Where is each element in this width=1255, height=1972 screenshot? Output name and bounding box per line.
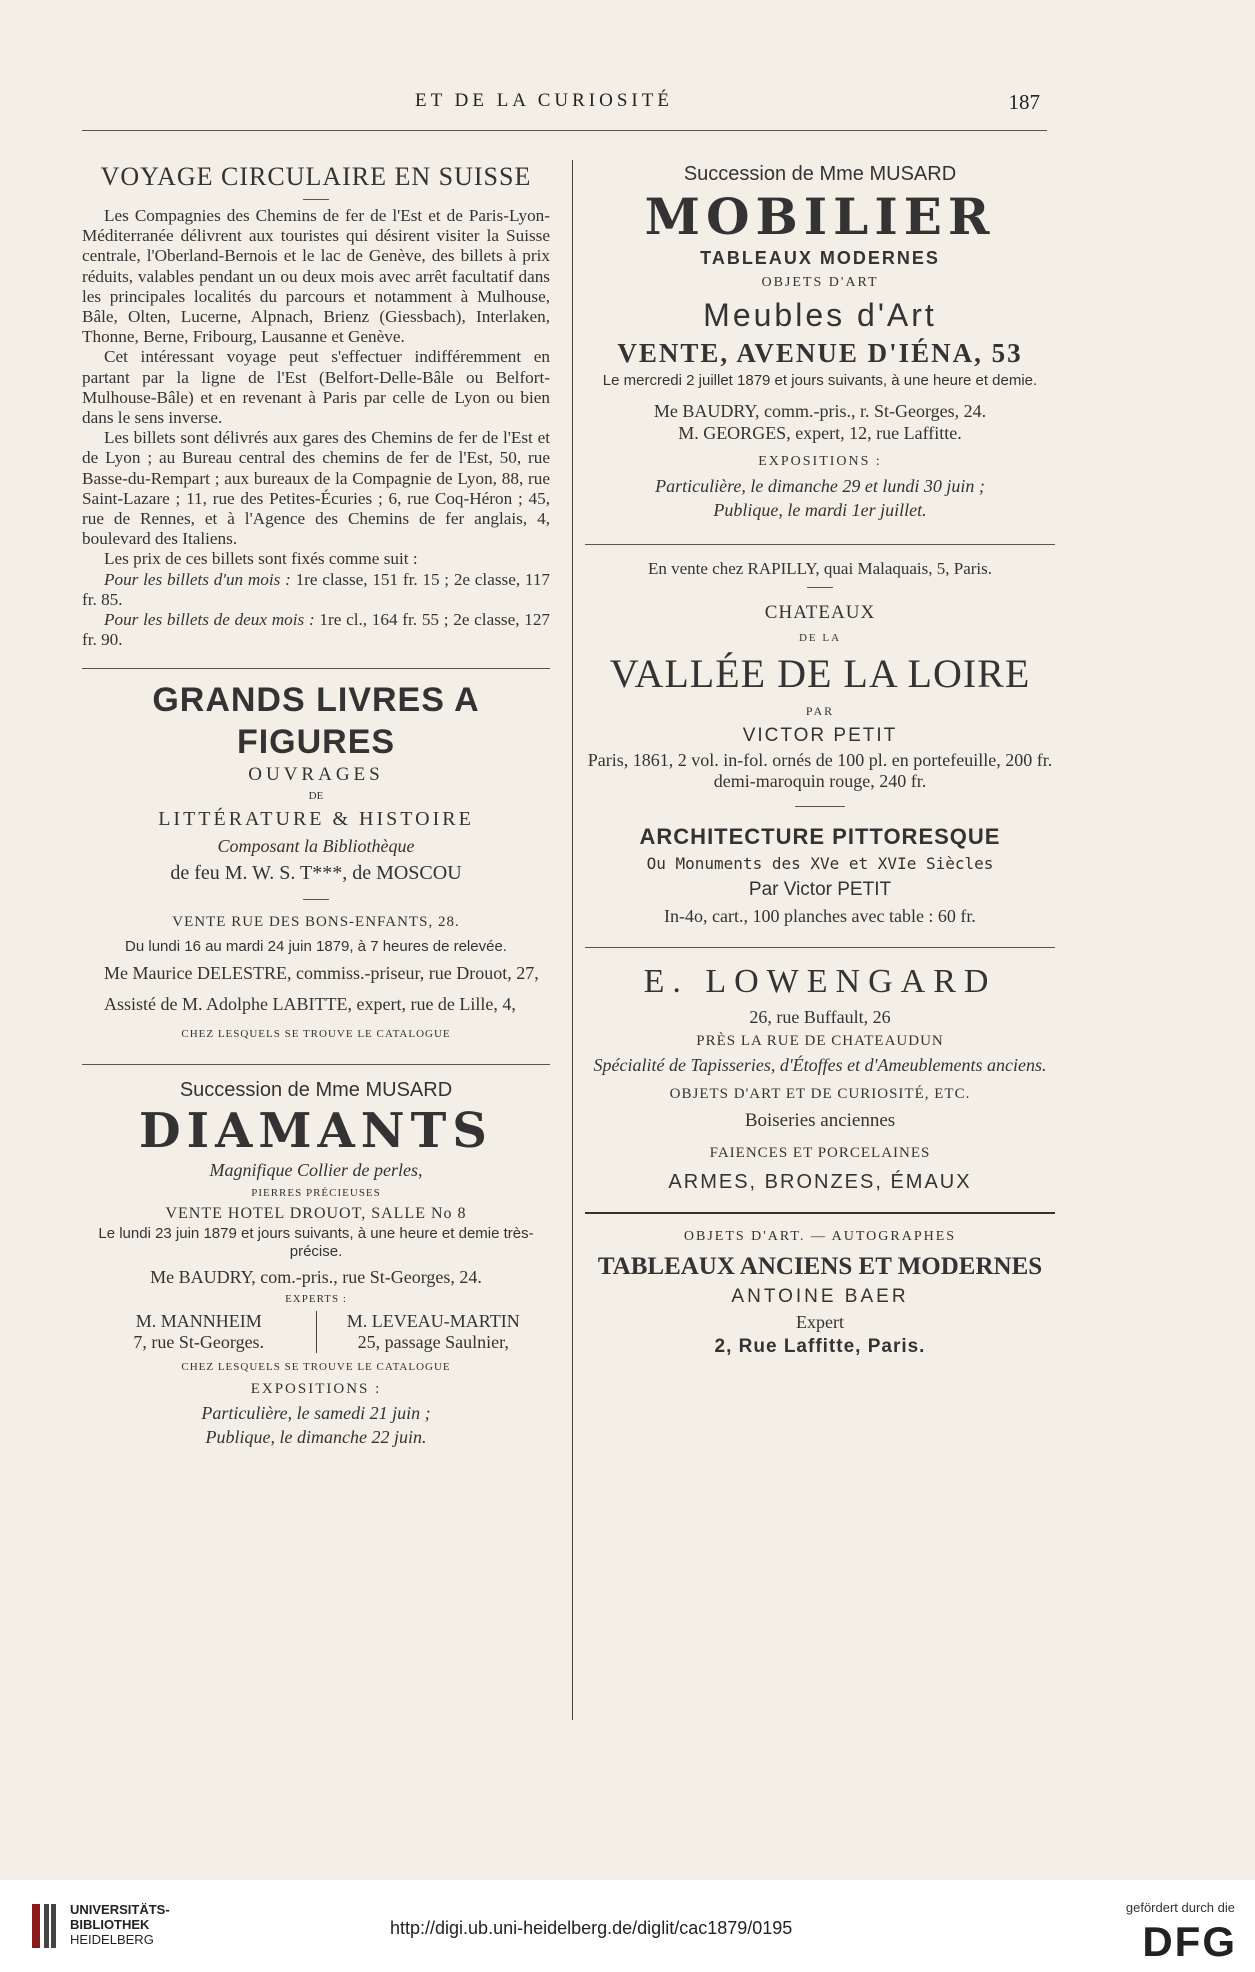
mobilier-publique: Publique, le mardi 1er juillet.	[713, 500, 927, 520]
expert-mannheim-address: 7, rue St-Georges.	[133, 1332, 265, 1353]
grands-livres-section	[82, 679, 550, 1043]
left-column	[82, 155, 550, 1449]
divider	[303, 899, 329, 900]
section-rule	[82, 1064, 550, 1065]
dfg-logo[interactable]: DFG	[1142, 1918, 1237, 1965]
chateaux-title: CHATEAUX	[764, 602, 876, 623]
grands-dates: Du lundi 16 au mardi 24 juin 1879, à 7 heures de relevée.	[125, 937, 507, 955]
diamants-pierres: PIERRES PRÉCIEUSES	[251, 1186, 381, 1199]
voyage-p1: Les Compagnies des Chemins de fer de l'Est et de Paris-Lyon-Méditerranée délivrent aux touristes qui désirent visiter la Suisse centrale, l'Oberland-Bernois et le lac de Genève, des billets à prix réduits, valables pendant un ou deux mois avec arrêt facultatif dans les principales localités du parcours et notamment à Mulhouse, Bâle, Olten, Lucerne, Alpnach, Brienz (Giessbach), Interlaken, Thonne, Berne, Fribourg, Lausanne et Genève.	[82, 206, 550, 347]
voyage-p2: Cet intéressant voyage peut s'effectuer indifféremment en partant par la ligne de l'Est (Belfort-Delle-Bâle ou Belfort-Mulhouse-Bâle) et en revenant à Paris par celle de Lyon ou bien dans le sens inverse.	[82, 347, 550, 428]
section-rule	[585, 947, 1055, 948]
mobilier-dates: Le mercredi 2 juillet 1879 et jours suivants, à une heure et demie.	[602, 372, 1038, 389]
library-name-line2: BIBLIOTHEK	[70, 1917, 150, 1932]
diamants-succession: Succession de Mme MUSARD	[179, 1078, 453, 1101]
voyage-title: VOYAGE CIRCULAIRE EN SUISSE	[100, 162, 532, 191]
diamants-particuliere: Particulière, le samedi 21 juin ;	[201, 1403, 431, 1424]
baer-section	[585, 1224, 1055, 1360]
diamants-title: DIAMANTS	[139, 1102, 493, 1159]
mobilier-baudry: Me BAUDRY, comm.-pris., r. St-Georges, 24.	[653, 401, 987, 421]
lowengard-objets: OBJETS D'ART ET DE CURIOSITÉ, ETC.	[669, 1086, 971, 1102]
footer-bar	[0, 1880, 1255, 1972]
mobilier-georges: M. GEORGES, expert, 12, rue Laffitte.	[678, 423, 962, 443]
expert-mannheim: M. MANNHEIM	[135, 1311, 262, 1332]
header-title: ET DE LA CURIOSITÉ	[415, 90, 673, 111]
grands-vente: VENTE RUE DES BONS-ENFANTS, 28.	[172, 914, 460, 931]
lowengard-faiences: FAIENCES ET PORCELAINES	[709, 1145, 931, 1161]
lowengard-specialite: Spécialité de Tapisseries, d'Étoffes et d'Ameublements anciens.	[593, 1055, 1047, 1075]
voyage-section	[82, 161, 550, 650]
mobilier-objets: OBJETS D'ART	[761, 275, 879, 290]
diamants-chez: CHEZ LESQUELS SE TROUVE LE CATALOGUE	[181, 1361, 451, 1374]
voyage-p5a: Pour les billets d'un mois :	[104, 569, 291, 589]
mobilier-tableaux: TABLEAUX MODERNES	[700, 248, 940, 268]
mobilier-succession: Succession de Mme MUSARD	[683, 163, 957, 185]
voyage-p3: Les billets sont délivrés aux gares des Chemins de fer de l'Est et de Lyon ; au Bureau central des chemins de fer de l'Est, 50, rue Basse-du-Rempart ; aux bureaux de la Compagnie de Lyon, 88, rue Saint-Lazare ; 11, rue des Petites-Écuries ; 6, rue Coq-Héron ; 45, rue de Rennes, et à l'Agence des Chemins de fer anglais, 4, boulevard des Italiens.	[82, 428, 550, 549]
diamants-collier: Magnifique Collier de perles,	[209, 1159, 423, 1180]
experts-table	[82, 1311, 550, 1353]
lowengard-section	[585, 958, 1055, 1196]
right-column	[585, 155, 1055, 1360]
chateaux-vente: En vente chez RAPILLY, quai Malaquais, 5, Paris.	[647, 559, 993, 578]
mobilier-particuliere: Particulière, le dimanche 29 et lundi 30 juin ;	[655, 476, 985, 496]
mobilier-title: MOBILIER	[644, 187, 996, 246]
divider	[303, 199, 329, 200]
university-library-logo-icon	[30, 1902, 58, 1950]
page-number: 187	[1008, 90, 1040, 114]
library-name-line1: UNIVERSITÄTS-	[70, 1902, 170, 1917]
divider	[807, 587, 833, 588]
architecture-title: ARCHITECTURE PITTORESQUE	[639, 824, 1001, 849]
baer-expert: Expert	[796, 1312, 844, 1332]
architecture-par: Par Victor PETIT	[748, 879, 892, 900]
running-header	[95, 90, 1045, 120]
chateaux-section	[585, 557, 1055, 807]
header-rule	[82, 130, 1047, 131]
diamants-publique: Publique, le dimanche 22 juin.	[205, 1427, 427, 1448]
section-rule	[585, 544, 1055, 545]
diamants-vente: VENTE HOTEL DROUOT, SALLE No 8	[165, 1205, 467, 1223]
voyage-p5b: 1re classe, 151 fr. 15 ; 2e classe, 117 fr. 85.	[82, 569, 551, 609]
lowengard-name: E. LOWENGARD	[643, 963, 997, 1000]
diamants-experts: EXPERTS :	[285, 1293, 347, 1306]
diamants-baudry: Me BAUDRY, com.-pris., rue St-Georges, 24.	[150, 1267, 482, 1288]
baer-antoine: ANTOINE BAER	[731, 1286, 909, 1307]
permalink-url[interactable]: http://digi.ub.uni-heidelberg.de/diglit/cac1879/0195	[390, 1918, 793, 1938]
lowengard-boiseries: Boiseries anciennes	[744, 1110, 896, 1131]
grands-litterature: LITTÉRATURE & HISTOIRE	[158, 808, 474, 831]
mobilier-vente: VENTE, AVENUE D'IÉNA, 53	[617, 338, 1023, 368]
baer-tableaux: TABLEAUX ANCIENS ET MODERNES	[597, 1253, 1043, 1280]
expert-leveau-address: 25, passage Saulnier,	[357, 1332, 509, 1353]
voyage-p6a: Pour les billets de deux mois :	[104, 610, 315, 630]
column-divider	[572, 160, 573, 1720]
grands-de: DE	[308, 790, 324, 803]
divider	[795, 806, 845, 807]
library-name[interactable]	[70, 1902, 170, 1947]
chateaux-vallee: VALLÉE DE LA LOIRE	[609, 651, 1031, 696]
grands-composant: Composant la Bibliothèque	[217, 836, 415, 857]
lowengard-armes: ARMES, BRONZES, ÉMAUX	[668, 1171, 972, 1193]
chateaux-paris: Paris, 1861, 2 vol. in-fol. ornés de 100 pl. en portefeuille, 200 fr.	[587, 750, 1053, 770]
architecture-section	[585, 821, 1055, 927]
lowengard-pres: PRÈS LA RUE DE CHATEAUDUN	[696, 1033, 944, 1049]
voyage-p4: Les prix de ces billets sont fixés comme suit :	[104, 549, 418, 569]
funded-by-caption: gefördert durch die	[1125, 1900, 1235, 1915]
diamants-section	[82, 1075, 550, 1450]
mobilier-meubles: Meubles d'Art	[703, 297, 937, 333]
grands-assiste: Assisté de M. Adolphe LABITTE, expert, rue de Lille, 4,	[104, 993, 516, 1014]
expert-leveau: M. LEVEAU-MARTIN	[346, 1311, 520, 1332]
section-rule	[82, 668, 550, 669]
architecture-in4: In-4o, cart., 100 planches avec table : 60 fr.	[664, 906, 976, 926]
chateaux-de-la: DE LA	[798, 632, 842, 644]
grands-title: GRANDS LIVRES A FIGURES	[152, 681, 480, 762]
section-rule	[585, 1212, 1055, 1214]
chateaux-victor: VICTOR PETIT	[742, 725, 898, 746]
mobilier-section	[585, 159, 1055, 522]
lowengard-address: 26, rue Buffault, 26	[749, 1007, 891, 1027]
grands-chez: CHEZ LESQUELS SE TROUVE LE CATALOGUE	[181, 1027, 451, 1040]
chateaux-demi: demi-maroquin rouge, 240 fr.	[713, 771, 927, 791]
baer-rue: 2, Rue Laffitte, Paris.	[714, 1336, 926, 1357]
architecture-sub: Ou Monuments des XVe et XVIe Siècles	[646, 854, 994, 873]
grands-feu: de feu M. W. S. T***, de MOSCOU	[170, 862, 462, 885]
grands-ouvrages: OUVRAGES	[248, 764, 384, 786]
chateaux-par: PAR	[805, 704, 835, 718]
baer-objets: OBJETS D'ART. — AUTOGRAPHES	[683, 1229, 957, 1244]
diamants-dates: Le lundi 23 juin 1879 et jours suivants, à une heure et demie très-précise.	[98, 1225, 534, 1261]
diamants-expositions: EXPOSITIONS :	[250, 1381, 382, 1398]
grands-maurice: Me Maurice DELESTRE, commiss.-priseur, rue Drouot, 27,	[104, 962, 539, 983]
library-name-line3: HEIDELBERG	[70, 1932, 154, 1947]
voyage-p6b: 1re cl., 164 fr. 55 ; 2e classe, 127 fr. 90.	[82, 610, 551, 650]
mobilier-expositions: EXPOSITIONS :	[758, 454, 882, 469]
